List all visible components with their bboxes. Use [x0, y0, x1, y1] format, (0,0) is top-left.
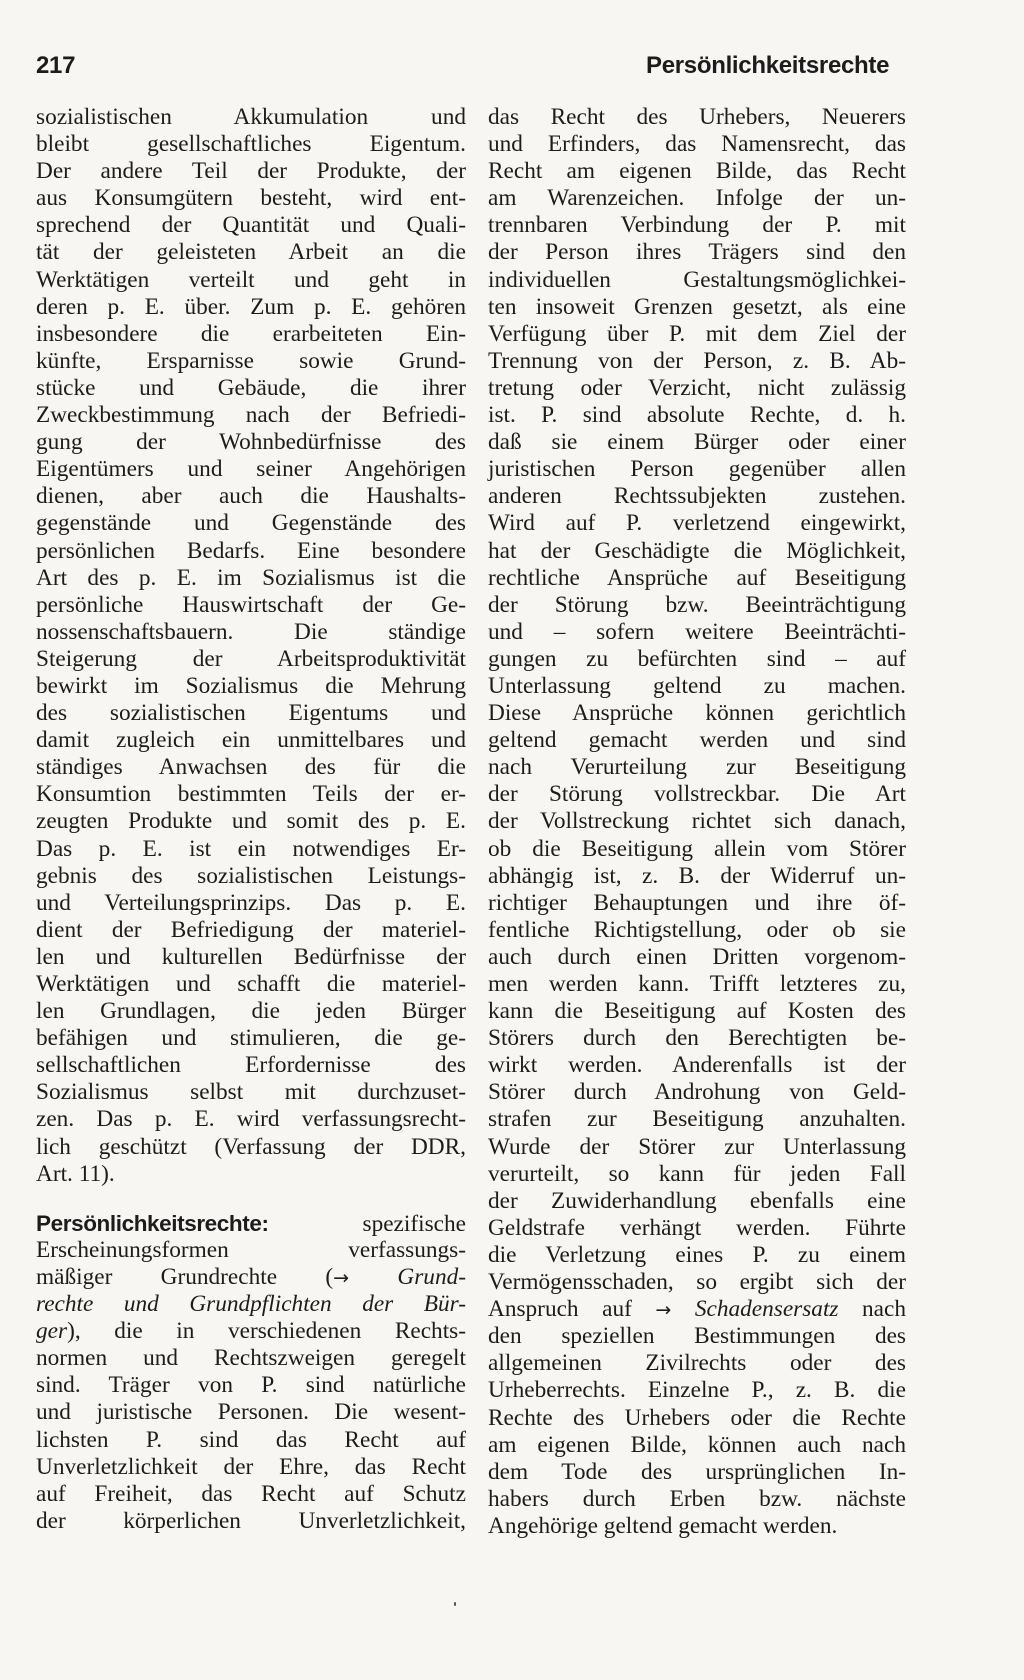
left-column	[36, 104, 466, 1535]
text-line: Geldstrafe verhängt werden. Führte	[488, 1214, 906, 1241]
text-line: Werktätigen und schafft die materiel-	[36, 971, 466, 997]
entry-text: nach	[862, 1296, 907, 1323]
text-line: am eigenen Bilde, können auch nach	[488, 1431, 906, 1458]
text-line: Angehörige geltend gemacht werden.	[488, 1512, 838, 1539]
text-line: lichsten P. sind das Recht auf	[36, 1426, 466, 1453]
text-line: wirkt werden. Anderenfalls ist der	[488, 1052, 906, 1079]
text-line: Recht am eigenen Bilde, das Recht	[488, 158, 906, 185]
text-line: sind. Träger von P. sind natürliche	[36, 1372, 466, 1399]
text-line: Zweckbestimmung nach der Befriedi-	[36, 402, 466, 429]
text-line: daß sie einem Bürger oder einer	[488, 429, 906, 456]
text-line: juristischen Person gegenüber allen	[488, 456, 906, 483]
text-line: Vermögensschaden, so ergibt sich der	[488, 1269, 906, 1296]
text-line: aus Konsumgütern besteht, wird ent-	[36, 185, 466, 212]
text-line: die Verletzung eines P. zu einem	[488, 1241, 906, 1268]
text-line: len Grundlagen, die jeden Bürger	[36, 998, 466, 1025]
text-line: hat der Geschädigte die Möglichkeit,	[488, 537, 906, 564]
text-line: des sozialistischen Eigentums und	[36, 700, 466, 727]
text-line: der Vollstreckung richtet sich danach,	[488, 808, 906, 835]
text-line: fentliche Richtigstellung, oder ob sie	[488, 916, 906, 943]
text-line: len und kulturellen Bedürfnisse der	[36, 943, 466, 970]
text-line: Der andere Teil der Produkte, der	[36, 158, 466, 185]
text-line: strafen zur Beseitigung anzuhalten.	[488, 1106, 906, 1133]
text-line: zen. Das p. E. wird verfassungsrecht-	[36, 1106, 466, 1133]
entry-persoenlichkeitsrechte	[36, 1210, 466, 1535]
text-line: der Zuwiderhandlung ebenfalls eine	[488, 1187, 906, 1214]
page-number: 217	[36, 52, 76, 79]
text-line: trennbaren Verbindung der P. mit	[488, 212, 906, 239]
running-head	[36, 52, 1024, 88]
entry-line	[488, 1296, 906, 1323]
entry-continuation	[488, 1323, 906, 1540]
text-line: Urheberrechts. Einzelne P., z. B. die	[488, 1377, 906, 1404]
text-line: der Störung bzw. Beeinträchtigung	[488, 591, 906, 618]
text-line: geltend gemacht werden und sind	[488, 727, 906, 754]
text-line: zeugten Produkte und somit des p. E.	[36, 808, 466, 835]
text-line: und Erfinders, das Namensrecht, das	[488, 131, 906, 158]
entry-line	[36, 1264, 466, 1291]
entry-line: Erscheinungsformen verfassungs-	[36, 1236, 466, 1263]
text-line: stücke und Gebäude, die ihrer	[36, 374, 466, 401]
entry-continuation	[488, 104, 906, 1296]
text-line: normen und Rechtszweigen geregelt	[36, 1345, 466, 1372]
text-line: tretung oder Verzicht, nicht zulässig	[488, 374, 906, 401]
entry-separator	[36, 1188, 466, 1210]
text-line: befähigen und stimulieren, die ge-	[36, 1025, 466, 1052]
text-line: sellschaftlichen Erfordernisse des	[36, 1052, 466, 1079]
text-line: tät der geleisteten Arbeit an die	[36, 239, 466, 266]
text-line: das Recht des Urhebers, Neuerers	[488, 104, 906, 130]
entry-text: ), die in verschiedenen Rechts-	[67, 1318, 466, 1345]
text-line: insbesondere die erarbeiteten Ein-	[36, 320, 466, 347]
cross-reference-link[interactable]: Grund-	[397, 1263, 467, 1290]
text-line: nossenschaftsbauern. Die ständige	[36, 618, 466, 645]
text-line: künfte, Ersparnisse sowie Grund-	[36, 347, 466, 374]
text-line: Wurde der Störer zur Unterlassung	[488, 1133, 906, 1160]
text-line: Wird auf P. verletzend eingewirkt,	[488, 510, 906, 537]
text-line: und juristische Personen. Die wesent-	[36, 1399, 466, 1426]
text-line: den speziellen Bestimmungen des	[488, 1323, 906, 1350]
text-line: rechtliche Ansprüche auf Beseitigung	[488, 564, 906, 591]
print-speck	[454, 1602, 456, 1606]
text-line: ständiges Anwachsen des für die	[36, 754, 466, 781]
right-column	[488, 104, 906, 1540]
text-line: nach Verurteilung zur Beseitigung	[488, 754, 906, 781]
text-line: Unverletzlichkeit der Ehre, das Recht	[36, 1453, 466, 1480]
text-line: men werden kann. Trifft letzteres zu,	[488, 971, 906, 997]
text-line: bleibt gesellschaftliches Eigentum.	[36, 131, 466, 158]
text-line: Werktätigen verteilt und geht in	[36, 266, 466, 293]
text-line: gegenstände und Gegenstände des	[36, 510, 466, 537]
text-line: Sozialismus selbst mit durchzuset-	[36, 1079, 466, 1106]
text-line: Störer durch Androhung von Geld-	[488, 1079, 906, 1106]
text-line: gebnis des sozialistischen Leistungs-	[36, 862, 466, 889]
entry-line	[36, 1210, 466, 1237]
text-line: abhängig ist, z. B. der Widerruf un-	[488, 862, 906, 889]
text-line: Unterlassung geltend zu machen.	[488, 672, 906, 699]
text-line: am Warenzeichen. Infolge der un-	[488, 185, 906, 212]
text-line: ist. P. sind absolute Rechte, d. h.	[488, 402, 906, 429]
text-line: dem Tode des ursprünglichen In-	[488, 1458, 906, 1485]
cross-reference-arrow-icon: →	[333, 1266, 350, 1289]
text-line: Rechte des Urhebers oder die Rechte	[488, 1404, 906, 1431]
text-line: verurteilt, so kann für jeden Fall	[488, 1160, 906, 1187]
text-line: gungen zu befürchten sind – auf	[488, 645, 906, 672]
text-line: dient der Befriedigung der materiel-	[36, 916, 466, 943]
text-line: gung der Wohnbedürfnisse des	[36, 429, 466, 456]
text-line: individuellen Gestaltungsmöglichkei-	[488, 266, 906, 293]
text-line: habers durch Erben bzw. nächste	[488, 1485, 906, 1512]
entry-text: spezifische	[362, 1210, 466, 1237]
text-line: Verfügung über P. mit dem Ziel der	[488, 320, 906, 347]
text-line: Art. 11).	[36, 1160, 115, 1187]
entry-body	[36, 1345, 466, 1535]
text-line: deren p. E. über. Zum p. E. gehören	[36, 293, 466, 320]
entry-headword: Persönlichkeitsrechte:	[36, 1210, 269, 1236]
text-line: Steigerung der Arbeitsproduktivität	[36, 645, 466, 672]
cross-reference-link[interactable]: ger	[36, 1318, 68, 1345]
text-line: Störers durch den Berechtigten be-	[488, 1025, 906, 1052]
text-line: Konsumtion bestimmten Teils der er-	[36, 781, 466, 808]
text-line: bewirkt im Sozialismus die Mehrung	[36, 672, 466, 699]
text-line: sprechend der Quantität und Quali-	[36, 212, 466, 239]
cross-reference-arrow-icon: →	[655, 1299, 672, 1322]
running-title: Persönlichkeitsrechte	[646, 52, 890, 79]
text-line: lich geschützt (Verfassung der DDR,	[36, 1133, 466, 1160]
text-line: allgemeinen Zivilrechts oder des	[488, 1350, 906, 1377]
entry-text: Anspruch auf	[488, 1296, 632, 1323]
text-line: Art des p. E. im Sozialismus ist die	[36, 564, 466, 591]
text-line: auch durch einen Dritten vorgenom-	[488, 943, 906, 970]
text-line: dienen, aber auch die Haushalts-	[36, 483, 466, 510]
continued-entry	[36, 104, 466, 1188]
text-line: richtiger Behauptungen und ihre öf-	[488, 889, 906, 916]
cross-reference-link[interactable]: Schadensersatz	[694, 1296, 839, 1323]
text-line: Das p. E. ist ein notwendiges Er-	[36, 835, 466, 862]
text-line: Eigentümers und seiner Angehörigen	[36, 456, 466, 483]
text-line: sozialistischen Akkumulation und	[36, 104, 466, 130]
text-line: persönliche Hauswirtschaft der Ge-	[36, 591, 466, 618]
text-line: kann die Beseitigung auf Kosten des	[488, 998, 906, 1025]
text-line: und – sofern weitere Beeinträchti-	[488, 618, 906, 645]
text-line: der Störung vollstreckbar. Die Art	[488, 781, 906, 808]
entry-line	[36, 1318, 466, 1345]
text-line: der körperlichen Unverletzlichkeit,	[36, 1507, 466, 1534]
text-line: damit zugleich ein unmittelbares und	[36, 727, 466, 754]
cross-reference-link[interactable]: rechte und Grundpflichten der Bür-	[36, 1291, 466, 1318]
text-line: anderen Rechtssubjekten zustehen.	[488, 483, 906, 510]
text-line: der Person ihres Trägers sind den	[488, 239, 906, 266]
text-line: ten insoweit Grenzen gesetzt, als eine	[488, 293, 906, 320]
entry-text: mäßiger Grundrechte (	[36, 1263, 334, 1290]
text-line: Trennung von der Person, z. B. Ab-	[488, 347, 906, 374]
text-line: und Verteilungsprinzips. Das p. E.	[36, 889, 466, 916]
text-line: ob die Beseitigung allein vom Störer	[488, 835, 906, 862]
text-line: auf Freiheit, das Recht auf Schutz	[36, 1480, 466, 1507]
text-line: persönlichen Bedarfs. Eine besondere	[36, 537, 466, 564]
text-line: Diese Ansprüche können gerichtlich	[488, 700, 906, 727]
